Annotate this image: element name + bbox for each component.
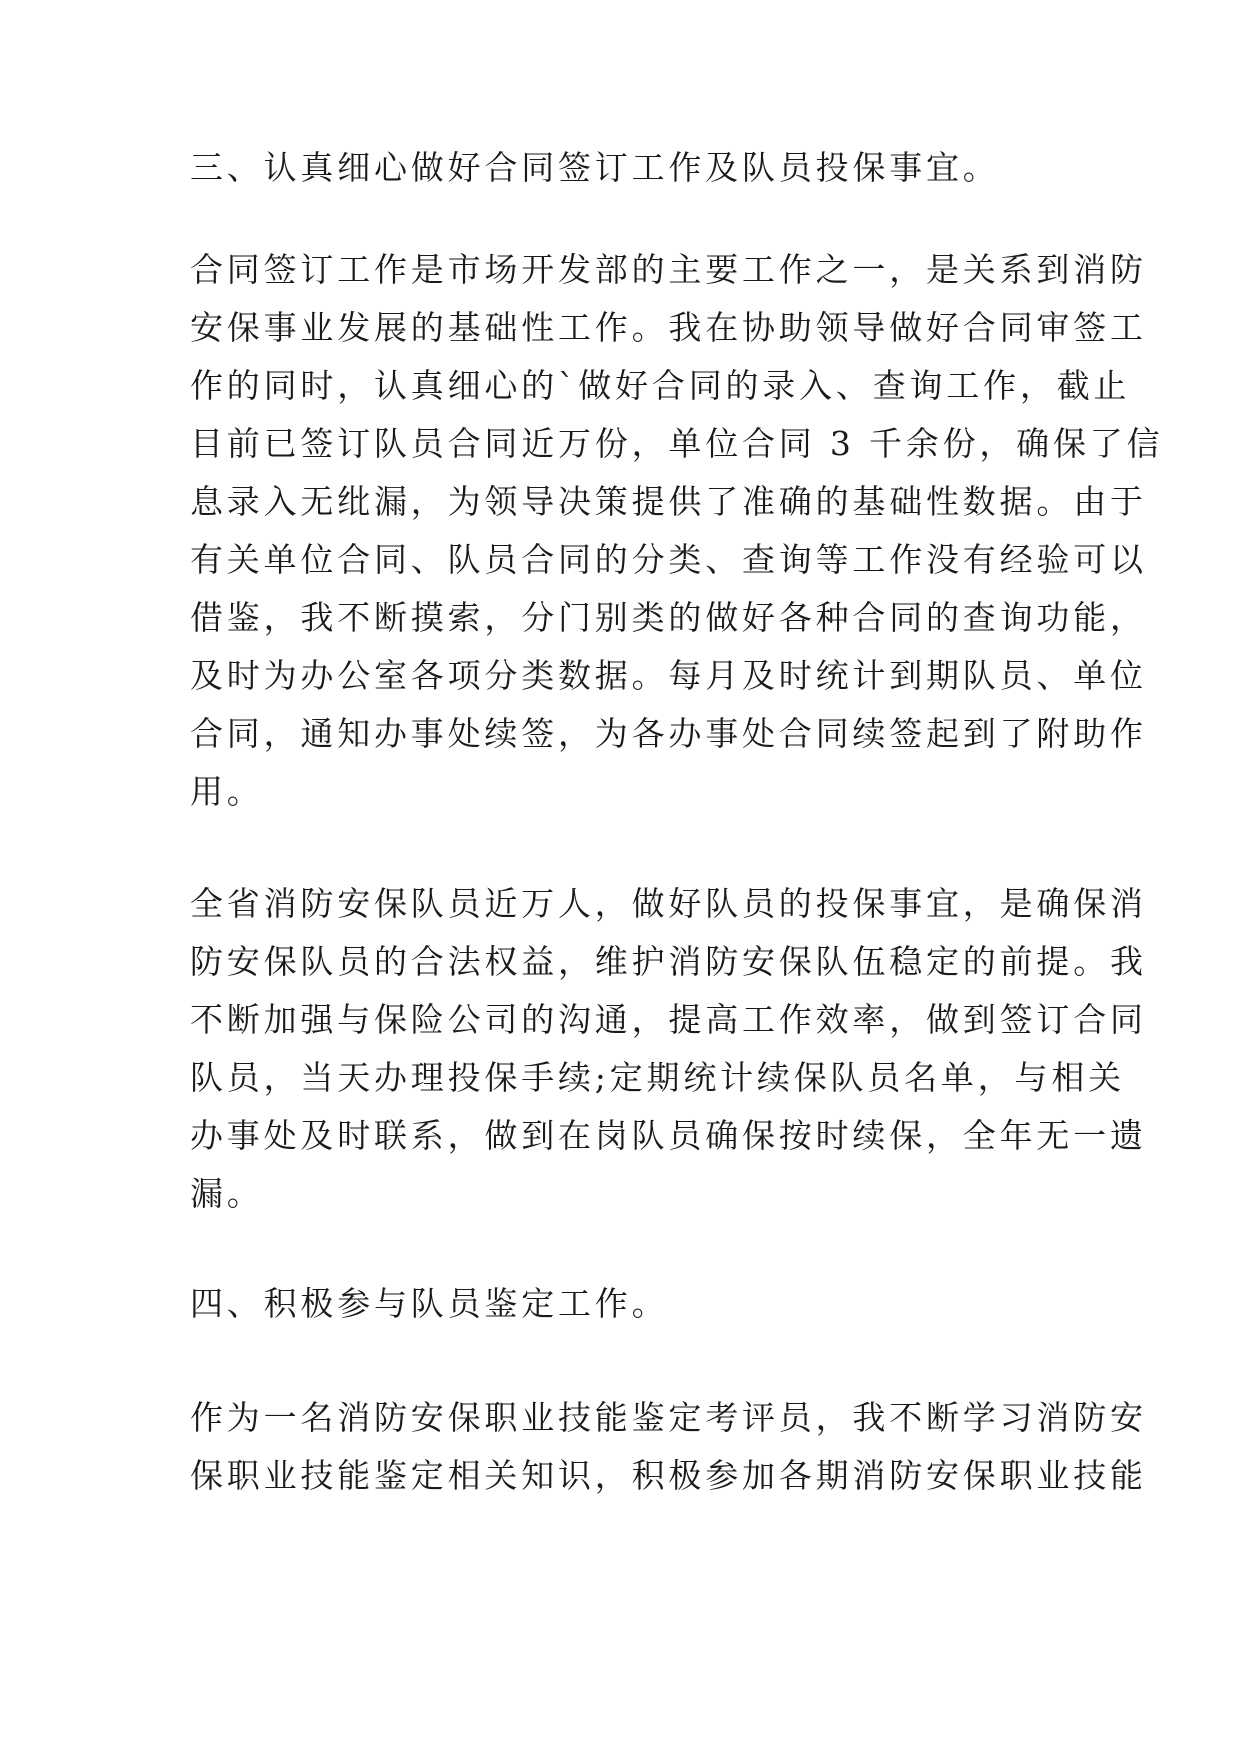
paragraph-line: 保职业技能鉴定相关知识，积极参加各期消防安保职业技能 (190, 1456, 1147, 1495)
section-heading: 三、认真细心做好合同签订工作及队员投保事宜。 (190, 148, 1000, 187)
paragraph-line: 漏。 (190, 1174, 264, 1213)
paragraph-line: 有关单位合同、队员合同的分类、查询等工作没有经验可以 (190, 540, 1147, 579)
paragraph-line: 用。 (190, 772, 264, 811)
paragraph-line: 作为一名消防安保职业技能鉴定考评员，我不断学习消防安 (190, 1398, 1147, 1437)
paragraph-line: 安保事业发展的基础性工作。我在协助领导做好合同审签工 (190, 308, 1147, 347)
paragraph-line: 借鉴，我不断摸索，分门别类的做好各种合同的查询功能， (190, 598, 1147, 637)
paragraph-line: 息录入无纰漏，为领导决策提供了准确的基础性数据。由于 (190, 482, 1147, 521)
paragraph-line: 合同签订工作是市场开发部的主要工作之一，是关系到消防 (190, 250, 1147, 289)
paragraph-line: 全省消防安保队员近万人，做好队员的投保事宜，是确保消 (190, 884, 1147, 923)
paragraph-line: 合同，通知办事处续签，为各办事处合同续签起到了附助作 (190, 714, 1147, 753)
paragraph-line: 队员，当天办理投保手续;定期统计续保队员名单，与相关 (190, 1058, 1125, 1097)
paragraph-line: 办事处及时联系，做到在岗队员确保按时续保，全年无一遗 (190, 1116, 1147, 1155)
paragraph-line: 作的同时，认真细心的`做好合同的录入、查询工作，截止 (190, 366, 1131, 405)
paragraph-line: 防安保队员的合法权益，维护消防安保队伍稳定的前提。我 (190, 942, 1147, 981)
paragraph-line: 及时为办公室各项分类数据。每月及时统计到期队员、单位 (190, 656, 1147, 695)
paragraph-line: 目前已签订队员合同近万份，单位合同 3 千余份，确保了信 (190, 424, 1164, 463)
paragraph-line: 不断加强与保险公司的沟通，提高工作效率，做到签订合同 (190, 1000, 1147, 1039)
section-heading: 四、积极参与队员鉴定工作。 (190, 1284, 669, 1323)
